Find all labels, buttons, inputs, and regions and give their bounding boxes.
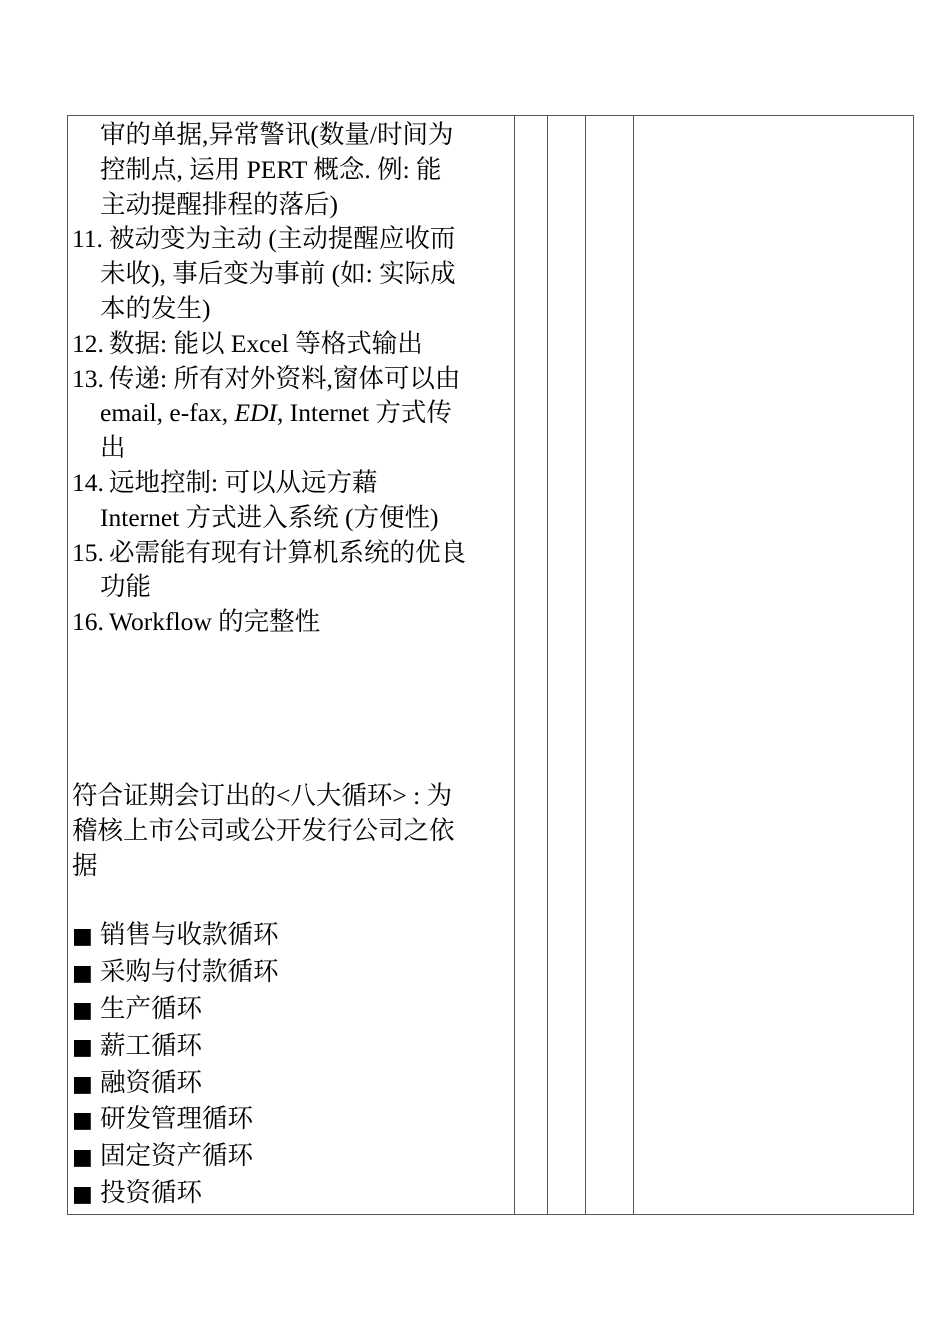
empty-cell: [548, 116, 586, 1215]
item-number: 11.: [72, 224, 103, 254]
item-text: 出: [100, 433, 126, 463]
continued-line: 主动提醒排程的落后): [100, 189, 338, 219]
item-text: 传递: 所有对外资料,窗体可以由: [109, 363, 461, 393]
cycle-item: [72, 1176, 512, 1213]
spacer: [72, 883, 512, 918]
list-item: [72, 466, 512, 501]
item-text: 远地控制: 可以从远方藉: [109, 467, 378, 497]
spacer: [72, 640, 512, 779]
cycle-item: [72, 1066, 512, 1103]
square-bullet-icon: ■: [72, 1181, 93, 1207]
intro-text: 稽核上市公司或公开发行公司之依: [72, 815, 455, 845]
square-bullet-icon: ■: [72, 1071, 93, 1097]
item-number: 13.: [72, 363, 104, 393]
square-bullet-icon: ■: [72, 1145, 93, 1171]
item-number: 15.: [72, 537, 104, 567]
cycle-label: 融资循环: [100, 1067, 203, 1097]
continued-line: 控制点, 运用 PERT 概念. 例: 能: [100, 154, 442, 184]
square-bullet-icon: ■: [72, 997, 93, 1023]
item-text: 功能: [100, 572, 152, 602]
cycle-label: 销售与收款循环: [100, 920, 279, 950]
cycle-item: [72, 1139, 512, 1176]
cycle-item: [72, 955, 512, 992]
square-bullet-icon: ■: [72, 1034, 93, 1060]
item-text-part: , Internet 方式传: [277, 398, 452, 428]
edi-emphasis: EDI: [234, 398, 277, 428]
item-text: Internet 方式进入系统 (方便性): [100, 502, 439, 532]
intro-text: 符合证期会订出的<八大循环> : 为: [72, 780, 453, 810]
item-text: 未收), 事后变为事前 (如: 实际成: [100, 259, 456, 289]
empty-cell: [586, 116, 634, 1215]
item-number: 12.: [72, 328, 104, 358]
cycle-label: 采购与付款循环: [100, 957, 279, 987]
square-bullet-icon: ■: [72, 1108, 93, 1134]
cycle-label: 薪工循环: [100, 1030, 203, 1060]
cycle-item: [72, 1102, 512, 1139]
item-text: 数据: 能以 Excel 等格式输出: [109, 328, 423, 358]
list-item: [72, 362, 512, 397]
list-item: [72, 536, 512, 571]
content-text: [68, 116, 514, 1213]
square-bullet-icon: ■: [72, 924, 93, 950]
content-cell: [68, 116, 515, 1215]
empty-cell: [634, 116, 914, 1215]
cycle-item: [72, 992, 512, 1029]
cycle-label: 投资循环: [100, 1177, 203, 1207]
square-bullet-icon: ■: [72, 961, 93, 987]
list-item: [72, 327, 512, 362]
document-table: [67, 115, 914, 1215]
cycle-label: 生产循环: [100, 993, 203, 1023]
item-number: 14.: [72, 467, 104, 497]
cycle-item: [72, 918, 512, 955]
continued-line: 审的单据,异常警讯(数量/时间为: [100, 120, 454, 149]
cycle-label: 固定资产循环: [100, 1141, 254, 1171]
empty-cell: [515, 116, 548, 1215]
item-text: [72, 396, 512, 431]
list-item: [72, 222, 512, 257]
table-row: [68, 116, 914, 1215]
item-text: 必需能有现有计算机系统的优良: [109, 537, 467, 567]
cycle-item: [72, 1029, 512, 1066]
item-number: 16.: [72, 607, 104, 637]
item-text-part: email, e-fax,: [100, 398, 235, 428]
item-text: 本的发生): [100, 293, 211, 323]
list-item: [72, 605, 512, 640]
item-text: Workflow 的完整性: [109, 607, 321, 637]
cycle-label: 研发管理循环: [100, 1104, 254, 1134]
intro-text: 据: [72, 850, 98, 880]
item-text: 被动变为主动 (主动提醒应收而: [109, 224, 456, 254]
